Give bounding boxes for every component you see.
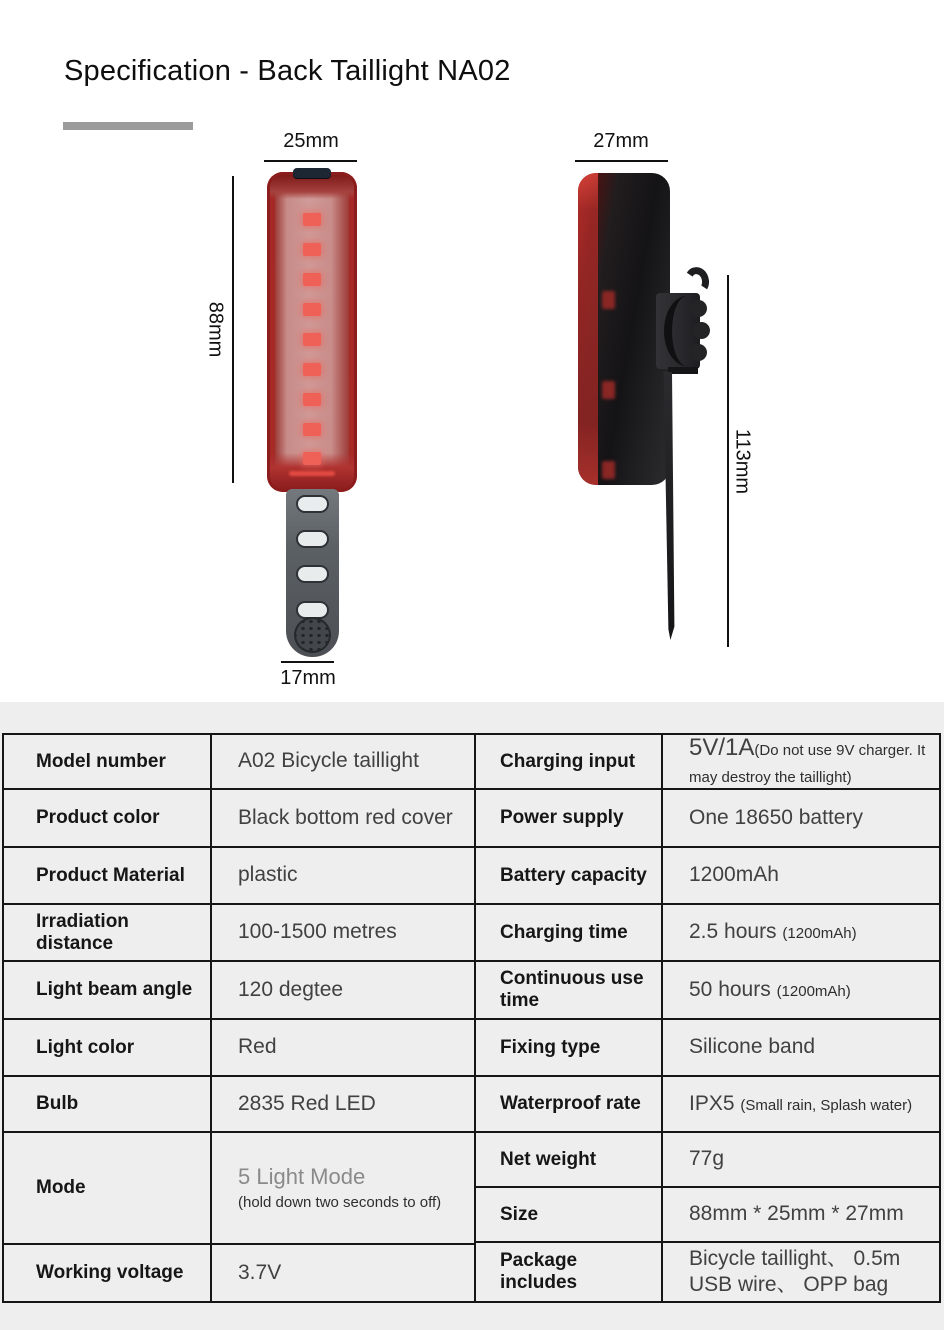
spec-row bbox=[476, 905, 939, 962]
spec-value: 88mm * 25mm * 27mm bbox=[689, 1202, 904, 1226]
spec-row bbox=[4, 962, 474, 1020]
spec-label: Product color bbox=[4, 790, 212, 846]
led-glow-faint bbox=[602, 461, 615, 479]
led-dot bbox=[303, 363, 321, 376]
led-dot bbox=[303, 273, 321, 286]
spec-row bbox=[476, 1020, 939, 1077]
strap-hole bbox=[296, 565, 329, 583]
spec-row bbox=[476, 962, 939, 1020]
mode-value: 5 Light Mode bbox=[238, 1164, 366, 1190]
led-dot bbox=[303, 333, 321, 346]
spec-row bbox=[476, 1077, 939, 1133]
silicone-strap bbox=[286, 489, 339, 657]
spec-row bbox=[4, 1077, 474, 1133]
spec-value: plastic bbox=[238, 863, 298, 887]
page-title: Specification - Back Taillight NA02 bbox=[64, 55, 511, 87]
spec-label: Working voltage bbox=[4, 1245, 212, 1301]
spec-value: 100-1500 metres bbox=[238, 920, 397, 944]
led-dot bbox=[303, 243, 321, 256]
spec-value: One 18650 battery bbox=[689, 805, 863, 829]
spec-row bbox=[476, 1243, 939, 1301]
side-height-dimension: 113mm bbox=[731, 428, 754, 495]
spec-row bbox=[476, 735, 939, 790]
spec-row bbox=[4, 735, 474, 790]
taillight-front-view bbox=[267, 172, 357, 492]
taillight-top-cap bbox=[270, 175, 354, 199]
spec-value: Black bottom red cover bbox=[238, 805, 453, 829]
power-button bbox=[293, 168, 331, 178]
mode-note: (hold down two seconds to off) bbox=[238, 1193, 442, 1211]
led-glow bbox=[289, 471, 335, 476]
led-dot bbox=[303, 393, 321, 406]
spec-row bbox=[4, 1020, 474, 1077]
spec-row bbox=[476, 1188, 939, 1243]
led-dot bbox=[303, 423, 321, 436]
clip-foot bbox=[668, 367, 698, 374]
led-dot bbox=[303, 452, 321, 465]
spec-label: Bulb bbox=[4, 1077, 212, 1131]
spec-table-right-column bbox=[474, 735, 939, 1301]
spec-label: Charging time bbox=[476, 905, 663, 960]
strap-hole bbox=[296, 495, 329, 513]
front-height-dimension: 88mm bbox=[204, 301, 227, 358]
side-width-dimension-line bbox=[575, 160, 668, 162]
clip-grip-arc bbox=[664, 296, 710, 366]
spec-row bbox=[4, 1245, 474, 1301]
spec-label: Size bbox=[476, 1188, 663, 1241]
led-dot bbox=[303, 213, 321, 226]
spec-label: Light beam angle bbox=[4, 962, 212, 1018]
red-cover-edge bbox=[578, 173, 598, 485]
front-height-dimension-line bbox=[232, 176, 234, 483]
spec-value: 1200mAh bbox=[689, 863, 779, 887]
spec-label: Waterproof rate bbox=[476, 1077, 663, 1131]
spec-value: 2835 Red LED bbox=[238, 1091, 376, 1115]
spec-row bbox=[4, 905, 474, 962]
spec-value: Bicycle taillight、 0.5m USB wire、 OPP bag bbox=[689, 1246, 901, 1296]
strap-tip bbox=[294, 617, 331, 653]
specification-table bbox=[2, 733, 941, 1303]
spec-value: 3.7V bbox=[238, 1260, 282, 1284]
led-glow-faint bbox=[602, 291, 615, 309]
spec-row-mode bbox=[4, 1133, 474, 1245]
strap-hole bbox=[296, 530, 329, 548]
title-underline-bar bbox=[63, 122, 193, 130]
taillight-lens bbox=[275, 181, 349, 482]
spec-value: Red bbox=[238, 1035, 277, 1059]
spec-value: Silicone band bbox=[689, 1035, 816, 1059]
spec-label: Model number bbox=[4, 735, 212, 788]
spec-value: 77g bbox=[689, 1147, 725, 1171]
spec-row bbox=[4, 848, 474, 905]
spec-value: 5V/1A(Do not use 9V charger. It may destroy the taillight) bbox=[689, 734, 926, 787]
strap-width-dimension-line bbox=[281, 661, 334, 663]
spec-label: Irradiation distance bbox=[4, 905, 212, 960]
front-width-dimension: 25mm bbox=[283, 130, 339, 152]
spec-value bbox=[212, 1133, 474, 1243]
led-glow-faint bbox=[602, 381, 615, 399]
spec-value: 50 hours (1200mAh) bbox=[689, 977, 851, 1001]
spec-label: Product Material bbox=[4, 848, 212, 903]
spec-label: Continuous use time bbox=[476, 962, 663, 1018]
spec-row bbox=[476, 1133, 939, 1188]
side-height-dimension-line bbox=[727, 275, 729, 647]
spec-label: Net weight bbox=[476, 1133, 663, 1186]
spec-value: 120 degtee bbox=[238, 977, 344, 1001]
spec-value: 2.5 hours (1200mAh) bbox=[689, 920, 857, 944]
side-width-dimension: 27mm bbox=[593, 130, 649, 152]
spec-label: Fixing type bbox=[476, 1020, 663, 1075]
spec-value: A02 Bicycle taillight bbox=[238, 749, 419, 773]
spec-label: Charging input bbox=[476, 735, 663, 788]
spec-label: Package includes bbox=[476, 1243, 663, 1301]
spec-table-left-column bbox=[4, 735, 474, 1301]
front-width-dimension-line bbox=[264, 160, 357, 162]
spec-value: IPX5 (Small rain, Splash water) bbox=[689, 1091, 913, 1115]
spec-label: Light color bbox=[4, 1020, 212, 1075]
spec-row bbox=[476, 790, 939, 848]
spec-row bbox=[476, 848, 939, 905]
spec-row bbox=[4, 790, 474, 848]
spec-label: Battery capacity bbox=[476, 848, 663, 903]
strap-width-dimension: 17mm bbox=[280, 667, 336, 689]
led-dot bbox=[303, 303, 321, 316]
spec-label: Mode bbox=[4, 1133, 212, 1243]
spec-label: Power supply bbox=[476, 790, 663, 846]
